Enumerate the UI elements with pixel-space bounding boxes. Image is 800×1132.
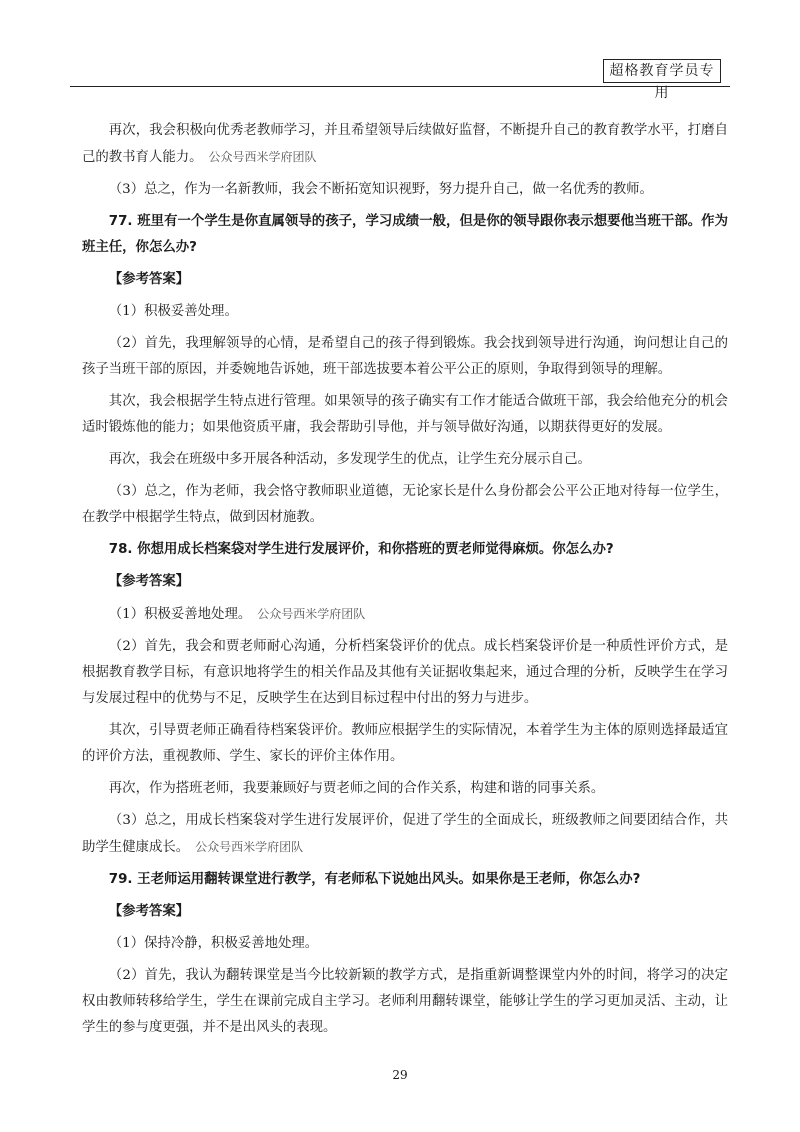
paragraph [82, 601, 728, 628]
paragraph: （1）保持冷静，积极妥善地处理。 [108, 936, 319, 951]
page-number: 29 [392, 1068, 408, 1082]
paragraph: （2）首先，我理解领导的心情，是希望自己的孩子得到锻炼。我会找到领导进行沟通，询问想让自己的孩子当班干部的原因，并委婉地告诉她，班干部选拔要本着公平公正的原则，争取得到领导的理解。 [82, 336, 728, 377]
paragraph: （1）积极妥善处理。 [108, 304, 238, 319]
paragraph: （3）总之，作为一名新教师，我会不断拓宽知识视野，努力提升自己，做一名优秀的教师。 [108, 182, 653, 197]
paragraph: 其次，我会根据学生特点进行管理。如果领导的孩子确实有工作才能适合做班干部，我会给他充分的机会适时锻炼他的能力；如果他资质平庸，我会帮助引导他，并与领导做好沟通，以期获得更好的发展。 [82, 394, 728, 435]
question-78: 78. 你想用成长档案袋对学生进行发展评价，和你搭班的贾老师觉得麻烦。你怎么办? [108, 542, 614, 557]
header-rule [70, 86, 730, 87]
question-79: 79. 王老师运用翻转课堂进行教学，有老师私下说她出风头。如果你是王老师，你怎么办? [108, 872, 641, 887]
paragraph-text: 再次，我会积极向优秀老教师学习，并且希望领导后续做好监督，不断提升自己的教育教学水平，打磨自己的教书育人能力。 [82, 123, 728, 165]
paragraph: （2）首先，我会和贾老师耐心沟通，分析档案袋评价的优点。成长档案袋评价是一种质性评价方式，是根据教育教学目标，有意识地将学生的相关作品及其他有关证据收集起来，通过合理的分析，反映学生在学习与发展过程中的优势与不足，反映学生在达到目标过程中付出的努力与进步。 [82, 639, 728, 706]
paragraph-text: （3）总之，用成长档案袋对学生进行发展评价，促进了学生的全面成长，班级教师之间要团结合作，共助学生健康成长。 [82, 813, 728, 855]
watermark-text: 公众号西米学府团队 [257, 607, 366, 621]
paragraph: 再次，作为搭班老师，我要兼顾好与贾老师之间的合作关系，构建和谐的同事关系。 [108, 781, 605, 796]
answer-heading: 【参考答案】 [108, 574, 190, 589]
paragraph: 再次，我会在班级中多开展各种活动，多发现学生的优点，让学生充分展示自己。 [108, 452, 591, 467]
question-77: 77. 班里有一个学生是你直属领导的孩子，学习成绩一般，但是你的领导跟你表示想要他当班干部。作为班主任，你怎么办? [82, 214, 728, 255]
paragraph [82, 118, 728, 171]
paragraph: （3）总之，作为老师，我会恪守教师职业道德，无论家长是什么身份都会公平公正地对待每一位学生，在教学中根据学生特点，做到因材施教。 [82, 484, 728, 525]
paragraph: （2）首先，我认为翻转课堂是当今比较新颖的教学方式，是指重新调整课堂内外的时间，将学习的决定权由教师转移给学生，学生在课前完成自主学习。老师利用翻转课堂，能够让学生的学习更加灵活、主动，让学生的参与度更强，并不是出风头的表现。 [82, 968, 728, 1035]
document-body [82, 118, 728, 1047]
watermark-text: 公众号西米学府团队 [195, 840, 304, 854]
header-label: 超格教育学员专用 [603, 59, 721, 83]
answer-heading: 【参考答案】 [108, 904, 190, 919]
paragraph: 其次，引导贾老师正确看待档案袋评价。教师应根据学生的实际情况，本着学生为主体的原则选择最适宜的评价方法，重视教师、学生、家长的评价主体作用。 [82, 723, 728, 764]
watermark-text: 公众号西米学府团队 [208, 150, 317, 164]
answer-heading: 【参考答案】 [108, 272, 190, 287]
paragraph [82, 808, 728, 861]
paragraph-text: （1）积极妥善地处理。 [108, 607, 252, 622]
